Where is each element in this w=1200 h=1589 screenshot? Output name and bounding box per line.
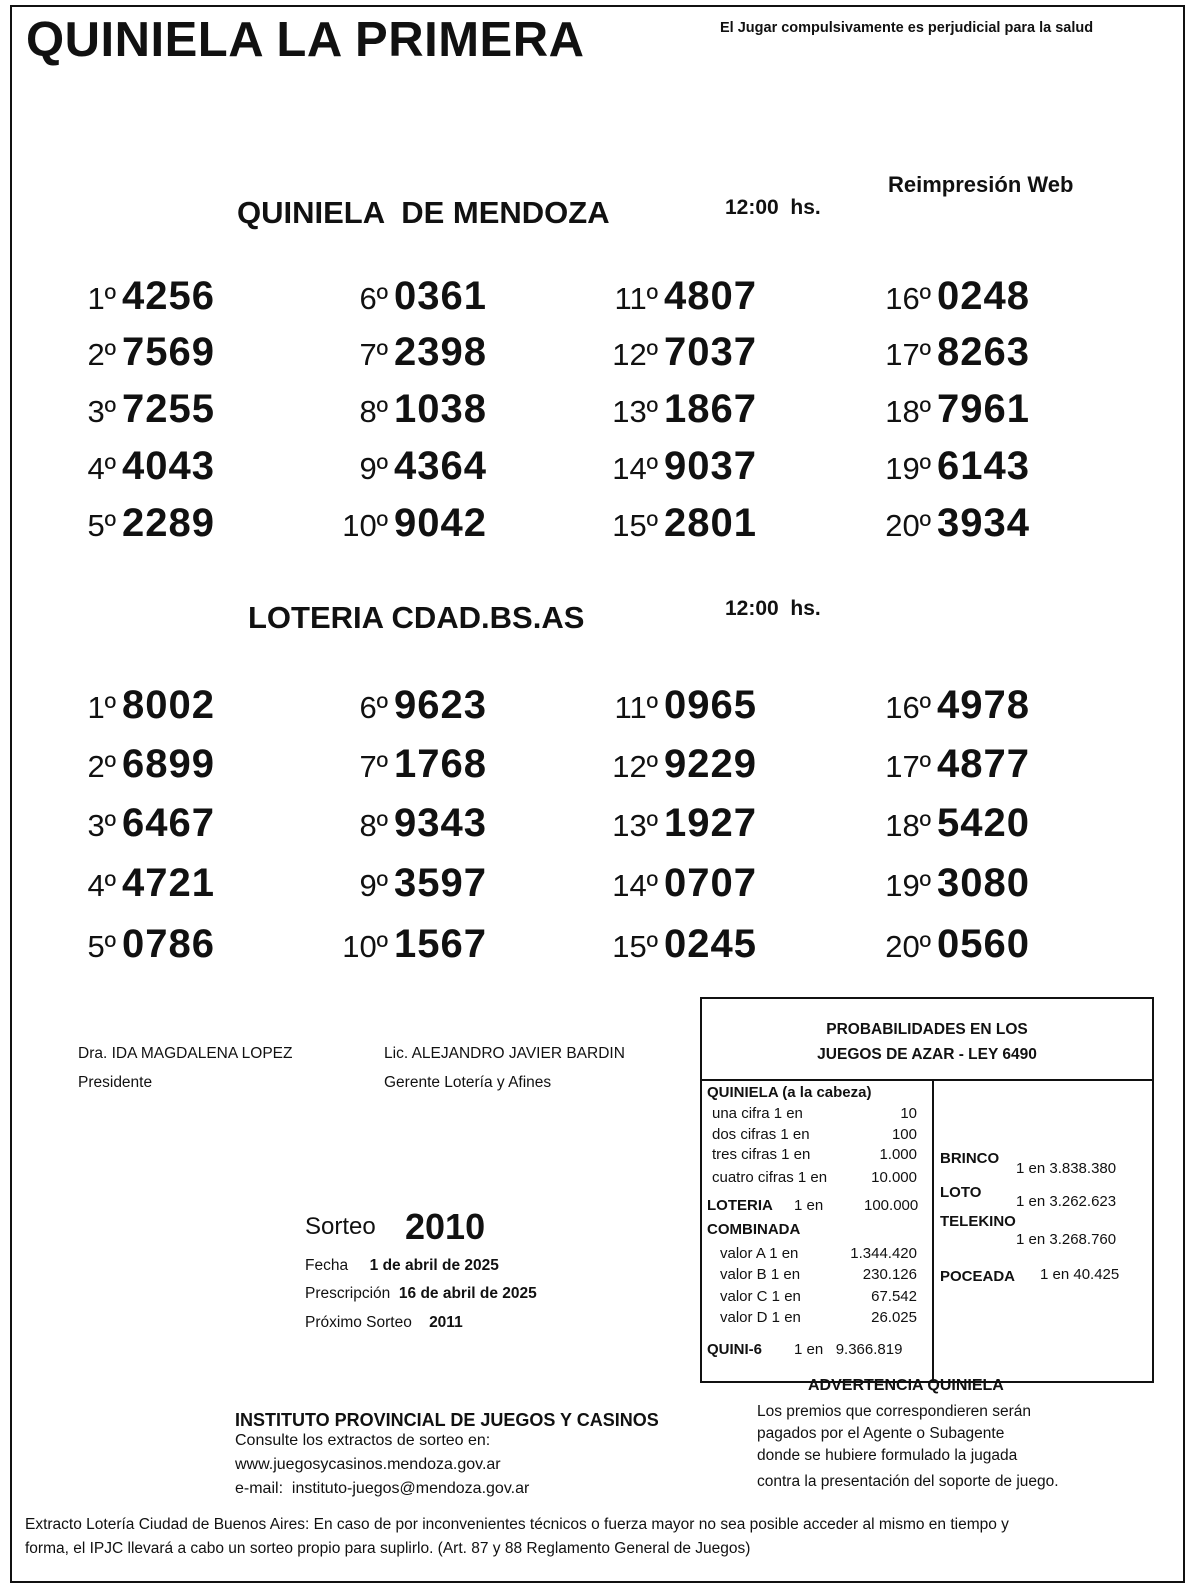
result-item [885, 274, 1030, 319]
probabilities-header [702, 999, 1152, 1081]
result-number: 2289 [122, 501, 215, 545]
result-position: 14º [612, 451, 659, 486]
result-item [359, 861, 487, 906]
probabilities-header-line1: PROBABILIDADES EN LOS [826, 1021, 1028, 1038]
quiniela-prob-value: 1.000 [879, 1146, 917, 1163]
advertencia-title: ADVERTENCIA QUINIELA [808, 1377, 1004, 1394]
result-position: 8º [359, 808, 389, 843]
loteria-prob-label: LOTERIA [707, 1197, 773, 1214]
result-number: 1927 [664, 801, 757, 845]
result-number: 5420 [937, 801, 1030, 845]
institute-email-link[interactable]: e-mail: instituto-juegos@mendoza.gov.ar [235, 1480, 530, 1497]
loto-prob-label: LOTO [940, 1184, 982, 1201]
result-item [885, 742, 1030, 787]
result-item [612, 861, 757, 906]
result-number: 1768 [394, 742, 487, 786]
result-item [885, 501, 1030, 546]
signature-left-name: Dra. IDA MAGDALENA LOPEZ [78, 1045, 293, 1062]
combinada-prob-value: 26.025 [871, 1309, 917, 1326]
result-item [885, 801, 1030, 846]
probabilities-box [700, 997, 1154, 1383]
result-item [885, 387, 1030, 432]
result-number: 9042 [394, 501, 487, 545]
advertencia-line: donde se hubiere formulado la jugada [757, 1447, 1018, 1464]
combinada-prob-value: 67.542 [871, 1288, 917, 1305]
result-number: 0560 [937, 922, 1030, 966]
result-position: 1º [87, 281, 117, 316]
result-item [87, 387, 215, 432]
prescripcion-value: 16 de abril de 2025 [398, 1285, 537, 1302]
result-position: 13º [612, 808, 659, 843]
loteria-time: 12:00 hs. [725, 597, 821, 620]
result-position: 5º [87, 929, 117, 964]
result-number: 7037 [664, 330, 757, 374]
prescripcion-label: Prescripción [305, 1285, 391, 1302]
result-number: 1038 [394, 387, 487, 431]
institute-line: Consulte los extractos de sorteo en: [235, 1432, 491, 1449]
fecha-row [305, 1257, 499, 1275]
result-number: 4043 [122, 444, 215, 488]
result-item [612, 444, 757, 489]
quiniela-prob-label: cuatro cifras 1 en [712, 1169, 828, 1186]
result-number: 9229 [664, 742, 757, 786]
result-number: 3934 [937, 501, 1030, 545]
result-item [885, 444, 1030, 489]
quiniela-prob-value: 10.000 [871, 1169, 917, 1186]
fecha-value: 1 de abril de 2025 [369, 1257, 499, 1274]
result-number: 7961 [937, 387, 1030, 431]
result-item [359, 801, 487, 846]
advertencia-line: Los premios que correspondieren serán [757, 1403, 1031, 1420]
result-position: 19º [885, 868, 932, 903]
result-number: 3597 [394, 861, 487, 905]
result-number: 9037 [664, 444, 757, 488]
page-title: QUINIELA LA PRIMERA [26, 13, 585, 67]
result-number: 9623 [394, 683, 487, 727]
result-position: 2º [87, 749, 117, 784]
result-number: 6899 [122, 742, 215, 786]
result-number: 6143 [937, 444, 1030, 488]
result-number: 0245 [664, 922, 757, 966]
result-position: 11º [614, 281, 659, 316]
loteria-prob-value: 100.000 [864, 1197, 919, 1214]
result-position: 3º [87, 808, 117, 843]
result-item [885, 330, 1030, 375]
result-number: 0361 [394, 274, 487, 318]
signature-right-role: Gerente Lotería y Afines [384, 1074, 552, 1091]
result-number: 6467 [122, 801, 215, 845]
signature-left-role: Presidente [78, 1074, 153, 1091]
result-item [612, 922, 757, 967]
result-position: 3º [87, 394, 117, 429]
result-item [359, 387, 487, 432]
quiniela-prob-title: QUINIELA (a la cabeza) [707, 1084, 872, 1101]
prescripcion-row [305, 1285, 537, 1303]
result-item [87, 501, 215, 546]
result-number: 4807 [664, 274, 757, 318]
result-item [87, 274, 215, 319]
result-position: 12º [612, 337, 659, 372]
result-position: 6º [359, 690, 389, 725]
result-item [612, 801, 757, 846]
result-number: 0965 [664, 683, 757, 727]
result-position: 1º [87, 690, 117, 725]
result-position: 10º [342, 929, 389, 964]
footer-line: forma, el IPJC llevará a cabo un sorteo propio para suplirlo. (Art. 87 y 88 Reglamento General de Juegos) [25, 1540, 751, 1557]
quiniela-prob-label: dos cifras 1 en [712, 1126, 810, 1143]
telekino-prob-value: 1 en 3.268.760 [1016, 1231, 1117, 1248]
combinada-prob-label: valor B 1 en [720, 1266, 801, 1283]
quini6-prob-label: QUINI-6 [707, 1341, 763, 1358]
signature-right-name: Lic. ALEJANDRO JAVIER BARDIN [384, 1045, 625, 1062]
result-position: 14º [612, 868, 659, 903]
result-number: 1567 [394, 922, 487, 966]
result-position: 19º [885, 451, 932, 486]
result-item [87, 922, 215, 967]
advertencia-line: contra la presentación del soporte de juego. [757, 1473, 1059, 1490]
brinco-prob-value: 1 en 3.838.380 [1016, 1160, 1117, 1177]
health-warning: El Jugar compulsivamente es perjudicial para la salud [720, 20, 1094, 36]
result-position: 12º [612, 749, 659, 784]
result-position: 9º [359, 451, 389, 486]
result-number: 0707 [664, 861, 757, 905]
reprint-label: Reimpresión Web [888, 172, 1074, 197]
result-position: 11º [614, 690, 659, 725]
result-item [615, 274, 758, 319]
result-number: 0248 [937, 274, 1030, 318]
result-position: 17º [885, 337, 932, 372]
poceada-prob-label: POCEADA [940, 1268, 1016, 1285]
combinada-prob-value: 230.126 [862, 1266, 917, 1283]
result-number: 2801 [664, 501, 757, 545]
quini6-prob-value: 1 en 9.366.819 [794, 1341, 903, 1358]
result-position: 15º [612, 508, 659, 543]
quiniela-prob-label: tres cifras 1 en [712, 1146, 811, 1163]
combinada-prob-label: valor C 1 en [720, 1288, 801, 1305]
advertencia-line: pagados por el Agente o Subagente [757, 1425, 1005, 1442]
sorteo-label: Sorteo [305, 1213, 376, 1240]
result-number: 7569 [122, 330, 215, 374]
result-item [342, 922, 487, 967]
result-number: 3080 [937, 861, 1030, 905]
sorteo-number: 2010 [405, 1206, 486, 1247]
combinada-prob-title: COMBINADA [707, 1221, 801, 1238]
result-item [612, 501, 757, 546]
brinco-prob-label: BRINCO [940, 1150, 1000, 1167]
probabilities-divider [932, 1081, 934, 1381]
combinada-prob-label: valor A 1 en [720, 1245, 799, 1262]
proximo-value: 2011 [429, 1314, 463, 1331]
loteria-title: LOTERIA CDAD.BS.AS [248, 600, 585, 635]
result-item [612, 330, 757, 375]
result-item [87, 683, 215, 728]
footer-line: Extracto Lotería Ciudad de Buenos Aires: En caso de por inconvenientes técnicos o fuerza mayor no sea posible acceder al mismo en tiempo y [25, 1516, 1009, 1533]
result-item [359, 330, 487, 375]
result-position: 16º [885, 281, 932, 316]
result-number: 7255 [122, 387, 215, 431]
result-position: 9º [359, 868, 389, 903]
result-number: 0786 [122, 922, 215, 966]
result-number: 8263 [937, 330, 1030, 374]
mendoza-title: QUINIELA DE MENDOZA [237, 195, 610, 230]
result-number: 4364 [394, 444, 487, 488]
result-number: 2398 [394, 330, 487, 374]
result-position: 6º [359, 281, 389, 316]
result-number: 4877 [937, 742, 1030, 786]
result-item [885, 922, 1030, 967]
institute-title: INSTITUTO PROVINCIAL DE JUEGOS Y CASINOS [235, 1410, 659, 1430]
result-position: 20º [885, 508, 932, 543]
result-position: 15º [612, 929, 659, 964]
result-item [359, 274, 487, 319]
loto-prob-value: 1 en 3.262.623 [1016, 1193, 1117, 1210]
result-number: 4721 [122, 861, 215, 905]
result-item [359, 444, 487, 489]
combinada-prob-value: 1.344.420 [850, 1245, 917, 1262]
telekino-prob-label: TELEKINO [940, 1213, 1016, 1230]
result-position: 8º [359, 394, 389, 429]
result-number: 8002 [122, 683, 215, 727]
result-number: 9343 [394, 801, 487, 845]
quiniela-prob-label: una cifra 1 en [712, 1105, 803, 1122]
combinada-prob-label: valor D 1 en [720, 1309, 801, 1326]
result-item [612, 742, 757, 787]
result-item [87, 861, 215, 906]
quiniela-prob-value: 100 [891, 1126, 917, 1143]
result-item [87, 742, 215, 787]
result-position: 16º [885, 690, 932, 725]
result-item [87, 801, 215, 846]
result-position: 4º [87, 451, 117, 486]
result-number: 4256 [122, 274, 215, 318]
quiniela-prob-value: 10 [900, 1105, 917, 1122]
result-position: 2º [87, 337, 117, 372]
result-position: 18º [885, 394, 932, 429]
probabilities-header-line2: JUEGOS DE AZAR - LEY 6490 [817, 1046, 1037, 1063]
result-position: 7º [359, 749, 389, 784]
result-item [885, 861, 1030, 906]
poceada-prob-value: 1 en 40.425 [1040, 1266, 1120, 1283]
result-item [615, 683, 758, 728]
result-item [885, 683, 1030, 728]
mendoza-time: 12:00 hs. [725, 196, 821, 219]
result-position: 20º [885, 929, 932, 964]
result-position: 10º [342, 508, 389, 543]
result-position: 5º [87, 508, 117, 543]
result-position: 13º [612, 394, 659, 429]
proximo-label: Próximo Sorteo [305, 1314, 412, 1331]
result-number: 1867 [664, 387, 757, 431]
result-position: 4º [87, 868, 117, 903]
result-position: 18º [885, 808, 932, 843]
result-item [359, 683, 487, 728]
result-number: 4978 [937, 683, 1030, 727]
result-item [87, 330, 215, 375]
institute-website-link[interactable]: www.juegosycasinos.mendoza.gov.ar [235, 1456, 501, 1473]
result-item [342, 501, 487, 546]
result-item [612, 387, 757, 432]
proximo-row [305, 1314, 463, 1332]
result-position: 17º [885, 749, 932, 784]
result-position: 7º [359, 337, 389, 372]
result-item [87, 444, 215, 489]
result-item [359, 742, 487, 787]
fecha-label: Fecha [305, 1257, 349, 1274]
loteria-prob-en: 1 en [794, 1197, 824, 1214]
